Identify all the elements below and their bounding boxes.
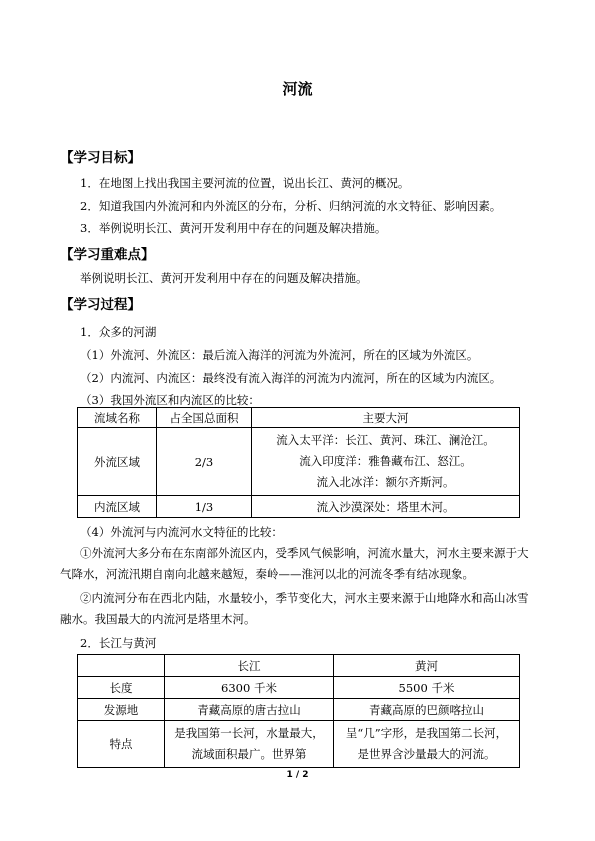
table-row [78,677,520,699]
process-heading: 【学习过程】 [60,297,141,313]
table-row [78,699,520,721]
paragraph-inflow: （2）内流河、内流区：最终没有流入海洋的河流为内流河，所在的区域为内流区。 [80,371,502,385]
drainage-table [77,407,520,518]
paragraph-outflow: （1）外流河、外流区：最后流入海洋的河流为外流河，所在的区域为外流区。 [80,348,479,362]
paragraph-hydrology: （4）外流河与内流河水文特征的比较： [80,525,283,539]
table-header-cell: 流域名称 [78,408,157,428]
table-cell: 是我国第一长河，水量最大，流域面积最广。世界第 [165,721,334,768]
table-cell: 外流区域 [78,428,157,496]
table-row [78,496,520,518]
paragraph-outflow-features: ①外流河大多分布在东南部外流区内，受季风气候影响，河流水量大，河水主要来源于大气降水，河流汛期自南向北越来越短，秦岭——淮河以北的河流冬季有结冰现象。 [60,546,529,581]
table-row [78,408,520,428]
table-header-cell: 占全国总面积 [157,408,252,428]
table-cell: 5500 千米 [334,677,520,699]
table-cell: 内流区域 [78,496,157,518]
table-cell: 长度 [78,677,165,699]
table-header-cell: 主要大河 [252,408,520,428]
table-cell: 发源地 [78,699,165,721]
river-line: 流入北冰洋：额尔齐斯河。 [316,475,455,489]
table-cell: 6300 千米 [165,677,334,699]
goal-item-2: 2．知道我国内外流河和内外流区的分布，分析、归纳河流的水文特征、影响因素。 [80,199,502,213]
table-cell: 青藏高原的巴颜喀拉山 [334,699,520,721]
table-cell [252,428,520,496]
table-cell: 呈“几”字形，是我国第二长河，是世界含沙量最大的河流。 [334,721,520,768]
section-2-title: 2．长江与黄河 [80,636,157,650]
river-line: 流入太平洋：长江、黄河、珠江、澜沧江。 [276,433,495,447]
goals-heading: 【学习目标】 [60,150,141,166]
key-points-heading: 【学习重难点】 [60,247,155,263]
table-cell: 1/3 [157,496,252,518]
table-cell: 2/3 [157,428,252,496]
river-line: 流入印度洋：雅鲁藏布江、怒江。 [299,454,472,468]
table-row [78,428,520,496]
section-1-title: 1．众多的河湖 [80,325,157,339]
table-row [78,721,520,768]
table-header-cell: 黄河 [334,655,520,677]
yangtze-yellow-table [77,654,520,768]
key-points-text: 举例说明长江、黄河开发利用中存在的问题及解决措施。 [80,271,368,285]
paragraph-comparison: （3）我国外流区和内流区的比较： [80,393,260,407]
table-cell: 特点 [78,721,165,768]
goal-item-1: 1．在地图上找出我国主要河流的位置，说出长江、黄河的概况。 [80,176,410,190]
page-number: 1 / 2 [286,770,309,780]
table-header-cell: 长江 [165,655,334,677]
table-cell: 流入沙漠深处：塔里木河。 [252,496,520,518]
table-row [78,655,520,677]
page-title: 河流 [282,80,313,98]
table-cell: 青藏高原的唐古拉山 [165,699,334,721]
paragraph-inflow-features: ②内流河分布在西北内陆，水量较小，季节变化大，河水主要来源于山地降水和高山冰雪融水。我国最大的内流河是塔里木河。 [60,591,529,626]
goal-item-3: 3．举例说明长江、黄河开发利用中存在的问题及解决措施。 [80,221,387,235]
table-header-cell [78,655,165,677]
